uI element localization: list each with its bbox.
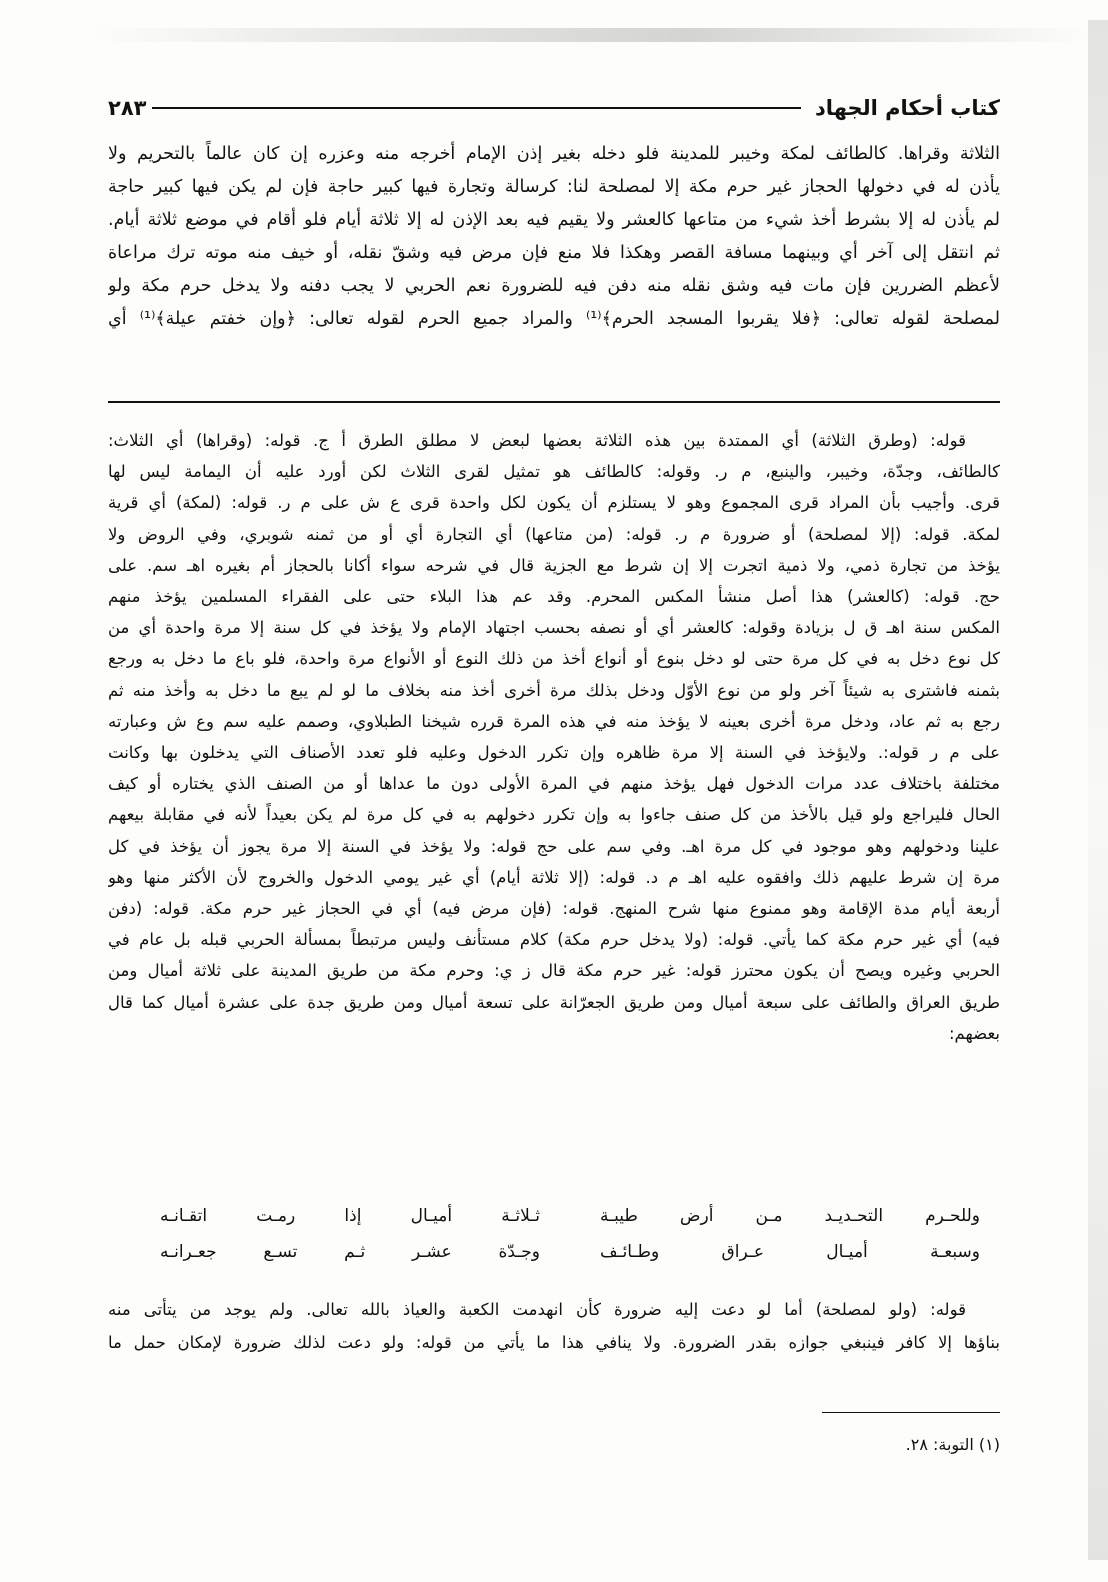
commentary-line: علينا ودخولهم وهو موجود في كل مرة اهـ. وفي سم على حج قوله: ولا يؤخذ في السنة إلا مرة يجوز أن يؤخذ في كل	[108, 836, 1000, 856]
book-title: كتاب أحكام الجهاد	[815, 96, 1000, 120]
main-line: لم يأذن له إلا بشرط أخذ شيء من متاعها كالعشر ولا يقيم فيه بعد الإذن له إلا ثلاثة أيام فلو أقام في موضع ثلاثة أيام.	[108, 210, 1000, 230]
main-line: الثلاثة وقراها. كالطائف لمكة وخيبر للمدينة فلو دخله بغير إذن الإمام أخرجه منه وعزره إن كان عالماً بالتحريم ولا	[108, 144, 1000, 164]
commentary-line: كل نوع دخل به في كل مرة حتى لو دخل بنوع أو أنواع أخذ من ذلك النوع أو الأنواع مرة واحدة، فلو باع ما دخل به ورجع	[108, 649, 1000, 669]
header-rule	[152, 107, 801, 109]
commentary-line: بعضهم:	[948, 1023, 1000, 1043]
commentary-line: أربعة أيام مدة الإقامة وهو ممنوع منها شرح المنهج. قوله: (فإن مرض فيه) أي في الحجاز غير حرم مكة. قوله: (دفن	[108, 899, 1000, 919]
commentary-line: رجع به ثم عاد، ودخل مرة أخرى بعينه لا يؤخذ منه في هذه المرة قرره شيخنا الطبلاوي، وصمم عليه سم وع ش وعبارته	[108, 711, 1000, 731]
commentary-line: على م ر قوله:. ولايؤخذ في السنة إلا مرة ظاهره وإن تكرر الدخول وعليه فلو تعدد الأصناف التي يدخلون بها وكانت	[108, 743, 1000, 763]
commentary-line: مختلفة باختلاف عدد مرات الدخول فهل يؤخذ منهم في المرة الأولى دون ما عداها أو من الصنف الذي يختاره أو كيف	[108, 774, 1000, 794]
commentary-line: مرة إن شرط عليهم ذلك وافقوه عليه اهـ م د. قوله: (إلا ثلاثة أيام) أي غير يومي الدخول والخروج لأن الأكثر منها وهو	[108, 867, 1000, 887]
poem-first-hemistich: وسبعـة أميـال عـراق وطـائـف	[600, 1242, 980, 1262]
page-number: ٢٨٣	[108, 96, 147, 120]
commentary-line: قوله: (ولو لمصلحة) أما لو دعت إليه ضرورة كأن انهدمت الكعبة والعياذ بالله تعالى. ولم يوجد من يتأتى منه	[108, 1300, 966, 1319]
main-line: يأذن له في دخولها الحجاز غير حرم مكة إلا لمصلحة لنا: كرسالة وتجارة فيها كبير حاجة فإن لم يكن فيها كبير حاجة	[108, 177, 1000, 197]
commentary-line: الحربي وغيره ويصح أن يكون محترز قوله: غير حرم مكة قال ز ي: وحرم مكة من طريق المدينة على ثلاثة أميال ومن	[108, 961, 1000, 981]
scan-edge-right	[1088, 20, 1108, 1560]
running-header	[108, 88, 1000, 128]
main-text-block	[108, 138, 1000, 336]
commentary-line: يؤخذ من تجارة ذمي، ولا ذمية اتجرت إلا إن شرط مع الجزية قال في شرحه سواء أكانا بالحجاز أم بغيره اهـ سم. على	[108, 555, 1000, 575]
commentary-line: لمكة. قوله: (إلا لمصلحة) أو ضرورة م ر. قوله: (من متاعها) أي التجارة أي أو من ثمنه شوبري، وفي الروض ولا	[108, 524, 1000, 544]
poem-verse	[160, 1234, 980, 1270]
commentary-line: بثمنه فاشترى به شيئاً آخر ولو من نوع الأوّل ودخل بذلك مرة أخرى أخذ منه بخلاف ما لو لم يبع ما دخل به وأخذ منه ثم	[108, 680, 1000, 700]
commentary-line: قرى. وأجيب بأن المراد قرى المجموع وهو لا يستلزم أن يكون لكل واحدة قرى ع ش على م ر. قوله: (لمكة) أي قرية	[108, 493, 1000, 513]
scan-edge-top	[90, 28, 1090, 42]
poem-verse	[160, 1198, 980, 1234]
poem-verses	[160, 1198, 980, 1270]
main-line: لأعظم الضررين فإن مات فيه وشق نقله منه دفن فيه للضرورة نعم الحربي لا يجب دفنه ولا يدخل حرم مكة ولو	[108, 276, 1000, 296]
poem-second-hemistich: وجـدّة عشـر ثـم تسـع جعـرانـه	[160, 1242, 540, 1262]
commentary-line: حج. قوله: (كالعشر) هذا أصل منشأ المكس المحرم. وقد عم هذا البلاء حتى على الفقراء المسلمين يؤخذ منهم	[108, 587, 1000, 607]
commentary-line: طريق العراق والطائف على سبعة أميال ومن طريق الجعرّانة على تسعة أميال ومن طريق جدة على عشرة أميال كما قال	[108, 992, 1000, 1012]
footnote-rule	[822, 1412, 1000, 1413]
commentary-line: كالطائف، وجدّة، وخيبر، والينبع، م ر. وقوله: كالطائف هو تمثيل لقرى الثلاث لكن أورد عليه أن اليمامة ليس لها	[108, 462, 1000, 482]
commentary-line: فيه) أي غير حرم مكة كما يأتي. قوله: (ولا يدخل حرم مكة) كلام مستأنف وليس مرتبطاً بمسألة الحربي قبله بل عام في	[108, 930, 1000, 950]
commentary-line: الحال فليراجع ولو قيل بالأخذ من كل صنف جاءوا به وإن تكرر دخولهم به في كل مرة لم يكن بعيداً لأنه في مقابلة بيعهم	[108, 805, 1000, 825]
main-line: ثم انتقل إلى آخر أي وبينهما مسافة القصر وهكذا فلا منع فإن مرض فيه وشقّ نقله، أو خيف منه موته ترك مراعاة	[108, 243, 1000, 263]
footnote: (١) التوبة: ٢٨.	[905, 1435, 1000, 1454]
commentary-block	[108, 425, 1000, 1049]
commentary-line: قوله: (وطرق الثلاثة) أي الممتدة بين هذه الثلاثة بعضها لبعض لا مطلق الطرق أ ج. قوله: (وقراها) أي الثلاث:	[108, 431, 966, 450]
after-poem-block	[108, 1293, 1000, 1359]
main-line: لمصلحة لقوله تعالى: ﴿فلا يقربوا المسجد الحرم﴾⁽¹⁾ والمراد جميع الحرم لقوله تعالى: ﴿وإن خفتم عيلة﴾⁽¹⁾ أي	[108, 309, 1000, 329]
main-commentary-separator	[108, 401, 1000, 403]
commentary-line: المكس سنة اهـ ق ل بزيادة وقوله: كالعشر أي أو نصفه بحسب اجتهاد الإمام ولا يؤخذ في كل سنة إلا مرة واحدة أي من	[108, 618, 1000, 638]
commentary-line: بناؤها إلا كافر فينبغي جوازه بقدر الضرورة. ولا ينافي هذا ما يأتي من قوله: ولو دعت لذلك ضرورة لإمكان حمل ما	[108, 1333, 1000, 1352]
poem-first-hemistich: وللحـرم التحـديـد مـن أرض طيبـة	[600, 1206, 980, 1226]
poem-second-hemistich: ثـلاثـة أميـال إذا رمـت اتقـانـه	[160, 1206, 540, 1226]
